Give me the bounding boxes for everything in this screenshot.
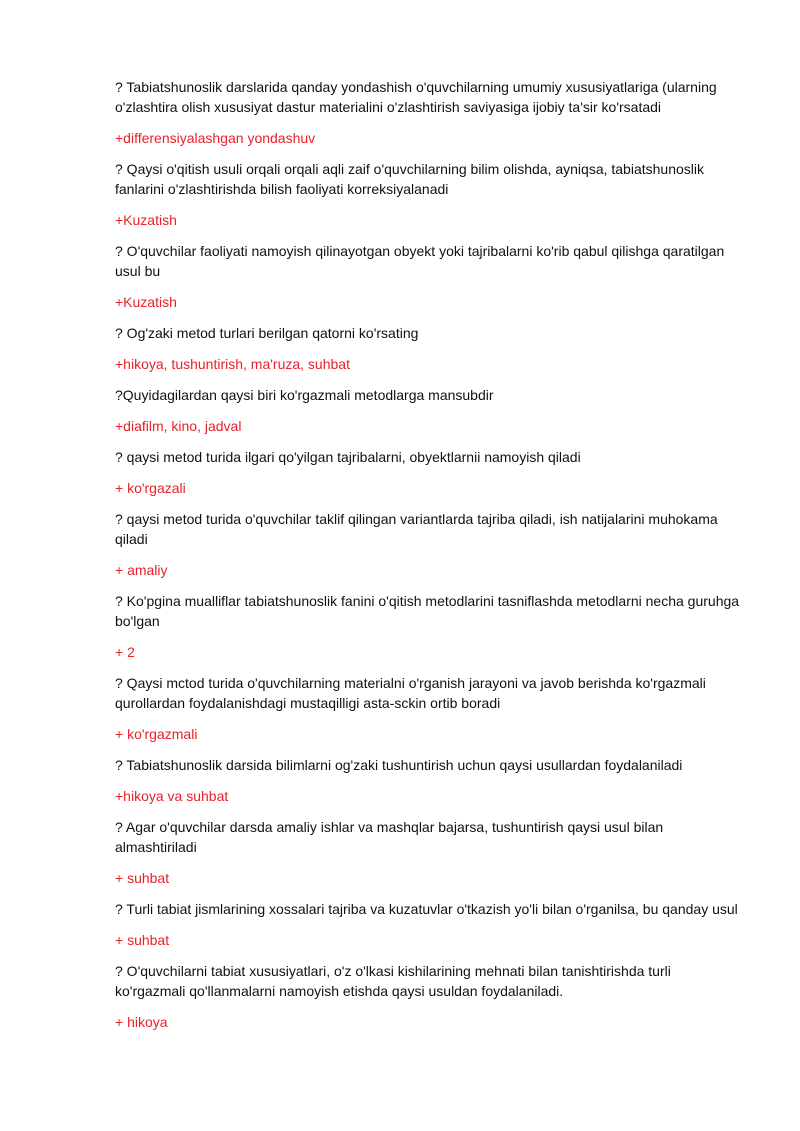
question-block [115,77,745,148]
question-text: ? O'quvchilar faoliyati namoyish qilinayotgan obyekt yoki tajribalarni ko'rib qabul qilishga qaratilgan usul bu [115,243,725,279]
question-list [115,77,745,1032]
question-text: ? Tabiatshunoslik darslarida qanday yondashish o'quvchilarning umumiy xususiyatlariga (ularning o'zlashtira olish xususiyat dastur materialini o'zlashtirish saviyasiga ijobiy ta'sir ko'rsatadi [115,79,717,115]
question-text: ? Og'zaki metod turlari berilgan qatorni ko'rsating [115,325,419,341]
answer-text: + hikoya [115,1014,168,1030]
question-text: ? Qaysi mctod turida o'quvchilarning materialni o'rganish jarayoni va javob berishda ko'rgazmali qurollardan foydalanishdagi mustaqilligi asta-sckin ortib boradi [115,675,706,711]
question-text: ? O'quvchilarni tabiat xususiyatlari, o'z o'lkasi kishilarining mehnati bilan tanishtirishda turli ko'rgazmali qo'llanmalarni namoyish etishda qaysi usuldan foydalaniladi. [115,963,671,999]
question-block [115,241,745,312]
answer-text: + ko'rgazali [115,480,186,496]
question-text: ?Quyidagilardan qaysi biri ko'rgazmali metodlarga mansubdir [115,387,494,403]
answer-text: + 2 [115,644,135,660]
question-text: ? Turli tabiat jismlarining xossalari tajriba va kuzatuvlar o'tkazish yo'li bilan o'rganilsa, bu qanday usul [115,901,738,917]
question-block [115,509,745,580]
answer-text: +hikoya, tushuntirish, ma'ruza, suhbat [115,356,350,372]
question-text: ? qaysi metod turida ilgari qo'yilgan tajribalarni, obyektlarnii namoyish qiladi [115,449,581,465]
answer-text: + suhbat [115,932,170,948]
question-text: ? Agar o'quvchilar darsda amaliy ishlar va mashqlar bajarsa, tushuntirish qaysi usul bilan almashtiriladi [115,819,664,855]
question-block [115,961,745,1032]
answer-text: +Kuzatish [115,294,177,310]
question-block [115,159,745,230]
answer-text: +hikoya va suhbat [115,788,229,804]
answer-text: +Kuzatish [115,212,177,228]
answer-text: +diafilm, kino, jadval [115,418,242,434]
answer-text: + amaliy [115,562,168,578]
question-text: ? Qaysi o'qitish usuli orqali orqali aqli zaif o'quvchilarning bilim olishda, ayniqsa, tabiatshunoslik fanlarini o'zlashtirishda bilish faoliyati korreksiyalanadi [115,161,704,197]
question-text: ? Ko'pgina mualliflar tabiatshunoslik fanini o'qitish metodlarini tasniflashda metodlarni necha guruhga bo'lgan [115,593,740,629]
question-block [115,755,745,806]
question-text: ? Tabiatshunoslik darsida bilimlarni og'zaki tushuntirish uchun qaysi usullardan foydalaniladi [115,757,683,773]
answer-text: + ko'rgazmali [115,726,198,742]
question-text: ? qaysi metod turida o'quvchilar taklif qilingan variantlarda tajriba qiladi, ish natijalarini muhokama qiladi [115,511,718,547]
question-block [115,385,745,436]
answer-text: + suhbat [115,870,170,886]
question-block [115,899,745,950]
question-block [115,323,745,374]
question-block [115,591,745,662]
question-block [115,447,745,498]
question-block [115,673,745,744]
answer-text: +differensiyalashgan yondashuv [115,130,316,146]
question-block [115,817,745,888]
